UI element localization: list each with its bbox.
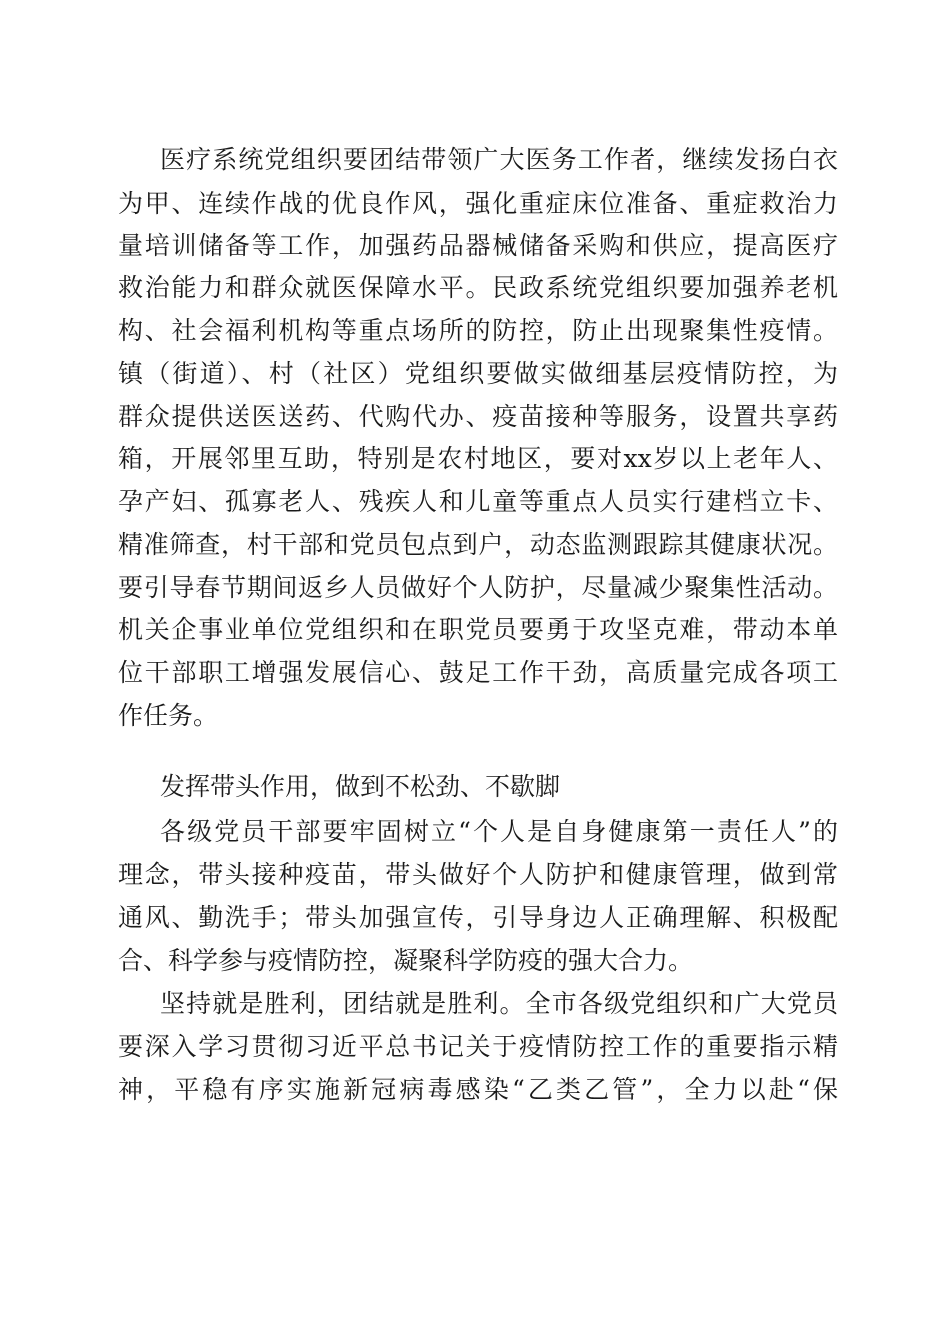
section-heading: 发挥带头作用，做到不松劲、不歇脚 (160, 772, 561, 801)
paragraph-line: 要引导春节期间返乡人员做好个人防护，尽量减少聚集性活动。 (118, 573, 838, 602)
paragraph-line: 精准筛查，村干部和党员包点到户，动态监测跟踪其健康状况。 (118, 530, 838, 559)
paragraph-line: 镇（街道）、村（社区）党组织要做实做细基层疫情防控，为 (118, 359, 838, 388)
paragraph-line: 合、科学参与疫情防控，凝聚科学防疫的强大合力。 (118, 946, 694, 975)
paragraph-line: 作任务。 (118, 701, 219, 730)
paragraph-line: 医疗系统党组织要团结带领广大医务工作者，继续发扬白衣 (160, 145, 838, 174)
paragraph-line: 各级党员干部要牢固树立“个人是自身健康第一责任人”的 (160, 817, 838, 846)
paragraph-line: 坚持就是胜利，团结就是胜利。全市各级党组织和广大党员 (160, 989, 838, 1018)
paragraph-line: 构、社会福利机构等重点场所的防控，防止出现聚集性疫情。 (118, 316, 838, 345)
paragraph-line: 救治能力和群众就医保障水平。民政系统党组织要加强养老机 (118, 273, 838, 302)
paragraph-line: 量培训储备等工作，加强药品器械储备采购和供应，提高医疗 (118, 231, 838, 260)
paragraph-line: 通风、勤洗手；带头加强宣传，引导身边人正确理解、积极配 (118, 903, 838, 932)
paragraph-line: 孕产妇、孤寡老人、残疾人和儿童等重点人员实行建档立卡、 (118, 487, 838, 516)
paragraph-line: 神，平稳有序实施新冠病毒感染“乙类乙管”，全力以赴“保 (118, 1075, 838, 1104)
paragraph-line: 箱，开展邻里互助，特别是农村地区，要对xx岁以上老年人、 (118, 444, 838, 473)
paragraph-line: 为甲、连续作战的优良作风，强化重症床位准备、重症救治力 (118, 189, 838, 218)
paragraph-line: 理念，带头接种疫苗，带头做好个人防护和健康管理，做到常 (118, 860, 838, 889)
paragraph-line: 机关企事业单位党组织和在职党员要勇于攻坚克难，带动本单 (118, 615, 838, 644)
paragraph-line: 要深入学习贯彻习近平总书记关于疫情防控工作的重要指示精 (118, 1032, 838, 1061)
paragraph-line: 群众提供送医送药、代购代办、疫苗接种等服务，设置共享药 (118, 402, 838, 431)
paragraph-line: 位干部职工增强发展信心、鼓足工作干劲，高质量完成各项工 (118, 658, 838, 687)
